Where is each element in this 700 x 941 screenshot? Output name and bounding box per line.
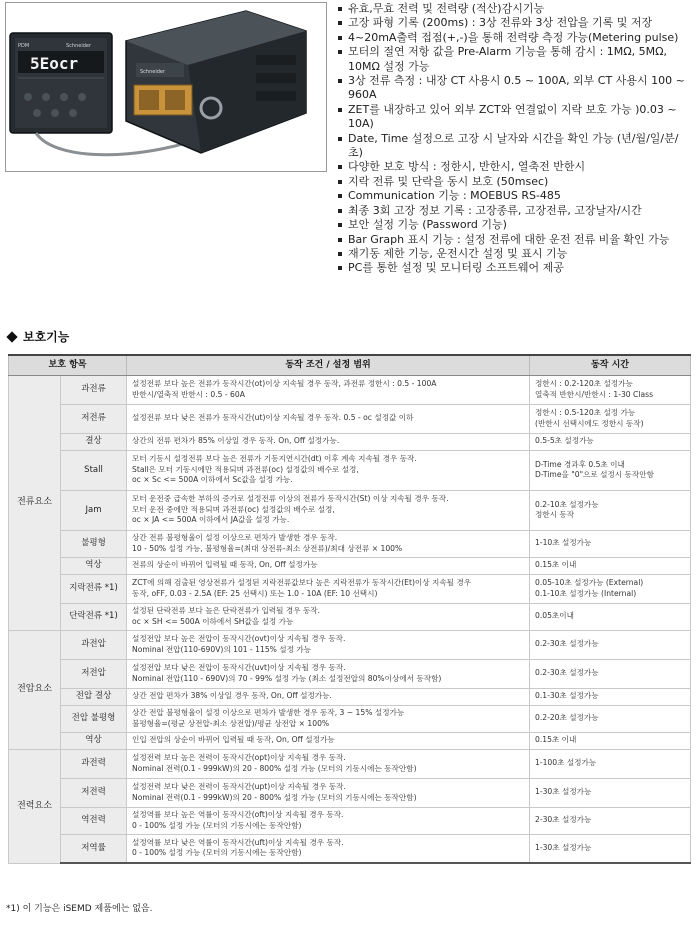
time-line: 정한시 : 0.2-120초 설정가능: [535, 379, 633, 388]
condition-cell: [127, 705, 530, 732]
condition-line: 상간 전압 편차가 38% 이상일 경우 동작, On, Off 설정가능.: [132, 691, 332, 701]
condition-line: 불평형율=(평균 상전압-최소 상전압)/평균 상전압 × 100%: [132, 718, 330, 728]
condition-line: 설정전류 보다 낮은 전류가 동작시간(ut)이상 지속될 경우 동작. 0.5 - oc 설정값 이하: [132, 413, 414, 423]
condition-line: oc × Sc <= 500A 이하에서 Sc값을 설정 가능.: [132, 475, 293, 485]
time-line: (반한시 선택시에도 정한시 동작): [535, 418, 644, 428]
condition-cell: [127, 688, 530, 705]
time-line: D-Time을 "0"으로 설정시 동작안함: [535, 470, 654, 479]
time-cell: [530, 732, 691, 749]
condition-line: 0 - 100% 설정 가능 (모터의 기동시에는 동작안함): [132, 848, 302, 858]
time-line: 0.2-30초 설정가능: [535, 639, 599, 649]
footnote: *1) 이 기능은 iSEMD 제품에는 없음.: [6, 904, 153, 914]
time-cell: [530, 705, 691, 732]
time-cell: [530, 490, 691, 530]
feature-item: 최종 3회 고장 정보 기록 : 고장종류, 고장전류, 고장날자/시간: [338, 204, 688, 218]
condition-line: Nominal 전력(0.1 - 999kW)의 20 - 800% 설정 가능 (모터의 기동시에는 동작안함): [132, 763, 417, 773]
condition-line: 설정전력 보다 높은 전력이 동작시간(opt)이상 지속될 경우 동작.: [132, 753, 346, 762]
feature-item: Communication 기능 : MOEBUS RS-485: [338, 189, 688, 203]
table-row: [9, 433, 691, 450]
module-display-value: 5Eocr: [30, 54, 79, 73]
section-title: [8, 328, 69, 345]
condition-line: 설정된 단락전류 보다 높은 단락전류가 입력될 경우 동작.: [132, 606, 321, 615]
condition-cell: [127, 603, 530, 630]
condition-cell: [127, 450, 530, 490]
condition-cell: [127, 530, 530, 557]
condition-cell: [127, 433, 530, 450]
protection-item: 전압 결상: [61, 688, 127, 705]
condition-cell: [127, 404, 530, 433]
time-line: 0.15초 이내: [535, 560, 577, 570]
module-model-label: PDM: [18, 43, 30, 49]
product-photo: [5, 2, 327, 172]
condition-cell: [127, 557, 530, 574]
time-line: 1-30초 설정가능: [535, 787, 592, 797]
header-protection-item: 보호 항목: [9, 355, 127, 375]
table-row: [9, 705, 691, 732]
condition-line: 설정역률 보다 낮은 역률이 동작시간(uft)이상 지속될 경우 동작.: [132, 837, 344, 847]
condition-line: ZCT에 의해 검출된 영상전류가 설정된 지락전류값보다 높은 지락전류가 동작시간(Et)이상 지속될 경우: [132, 578, 472, 587]
time-line: 0.5-5초 설정가능: [535, 436, 594, 446]
protection-item: 단락전류 *1): [61, 603, 127, 630]
feature-item: 4~20mA출력 접점(+,-)을 통해 전력량 측정 가능(Metering pulse): [338, 31, 688, 45]
table-row: [9, 732, 691, 749]
table-row: [9, 659, 691, 688]
feature-item: 지락 전류 및 단락을 동시 보호 (50msec): [338, 175, 688, 189]
feature-item: ZET를 내장하고 있어 외부 ZCT와 연결없이 지락 보호 가능 )0.03 ~ 10A): [338, 103, 688, 132]
header-operating-time: 동작 시간: [530, 355, 691, 375]
feature-item: 다양한 보호 방식 : 정한시, 반한시, 열축전 반한시: [338, 160, 688, 174]
condition-line: 모터 운전 중에만 적용되며 과전류(oc) 설정값의 배수로 설정,: [132, 504, 335, 514]
time-line: 0.2-30초 설정가능: [535, 668, 599, 678]
feature-item: 모터의 절연 저항 값을 Pre-Alarm 기능을 통해 감시 : 1MΩ, 5MΩ, 10MΩ 설정 가능: [338, 45, 688, 74]
table-row: [9, 749, 691, 778]
condition-line: 인입 전압의 상순이 바뀌어 입력될 때 동작, On, Off 설정가능: [132, 735, 335, 745]
condition-line: 상간 전류 불평형율이 설정 이상으로 편차가 발생한 경우 동작.: [132, 533, 338, 542]
time-line: 0.2-10초 설정가능: [535, 499, 599, 509]
condition-cell: [127, 574, 530, 603]
condition-cell: [127, 490, 530, 530]
condition-line: 설정전력 보다 낮은 전력이 동작시간(upt)이상 지속될 경우 동작.: [132, 782, 346, 791]
condition-cell: [127, 375, 530, 404]
protection-item: Jam: [61, 490, 127, 530]
feature-item: 유효,무효 전력 및 전력량 (적산)감시기능: [338, 2, 688, 16]
condition-cell: [127, 630, 530, 659]
time-line: 1-10초 설정가능: [535, 538, 592, 548]
condition-line: 설정전류 보다 높은 전류가 동작시간(ot)이상 지속될 경우 동작, 과전류 정한시 : 0.5 - 100A: [132, 379, 437, 388]
protection-item: 저전압: [61, 659, 127, 688]
table-row: [9, 834, 691, 863]
table-row: [9, 375, 691, 404]
protection-item: 과전력: [61, 749, 127, 778]
protection-item: 과전압: [61, 630, 127, 659]
time-cell: [530, 375, 691, 404]
feature-item: PC를 통한 설정 및 모니터링 소프트웨어 제공: [338, 261, 688, 275]
feature-item: 3상 전류 측정 : 내장 CT 사용시 0.5 ~ 100A, 외부 CT 사용시 100 ~ 960A: [338, 74, 688, 103]
time-line: 정한시 동작: [535, 510, 575, 519]
time-cell: [530, 530, 691, 557]
condition-line: 상간의 전류 편차가 85% 이상일 경우 동작. On, Off 설정가능.: [132, 436, 340, 446]
table-row: [9, 530, 691, 557]
diamond-bullet-icon: [6, 331, 17, 342]
condition-cell: [127, 732, 530, 749]
condition-line: 10 - 50% 설정 가능, 불평형율=(최대 상전류-최소 상전류)/최대 상전류 × 100%: [132, 543, 403, 553]
group-label: 전압요소: [9, 630, 61, 749]
time-line: 1-30초 설정가능: [535, 843, 592, 852]
condition-cell: [127, 778, 530, 807]
protection-item: 역상: [61, 732, 127, 749]
header-condition: 동작 조건 / 설정 범위: [127, 355, 530, 375]
condition-line: 0 - 100% 설정 가능 (모터의 기동시에는 동작안함): [132, 820, 302, 830]
time-line: 열축적 반한시/반한시 : 1-30 Class: [535, 389, 654, 399]
feature-item: 보안 설정 기능 (Password 기능): [338, 218, 688, 232]
time-line: 2-30초 설정가능: [535, 815, 592, 825]
protection-item: 지락전류 *1): [61, 574, 127, 603]
feature-list: [338, 2, 688, 276]
table-body: [9, 375, 691, 863]
condition-line: 설정전압 보다 낮은 전압이 동작시간(uvt)이상 지속될 경우 동작.: [132, 663, 346, 672]
condition-line: Nominal 전압(110 - 690V)의 70 - 99% 설정 가능 (최소 설정전압의 80%이상에서 동작함): [132, 673, 442, 683]
time-cell: [530, 659, 691, 688]
condition-line: oc × SH <= 500A 이하에서 SH값을 설정 가능: [132, 616, 294, 626]
protection-item: 저전력: [61, 778, 127, 807]
table-row: [9, 630, 691, 659]
protection-table: [8, 354, 691, 864]
time-cell: [530, 778, 691, 807]
time-line: 0.1-30초 설정가능: [535, 691, 599, 701]
feature-item: Bar Graph 표시 기능 : 설정 전류에 대한 운전 전류 비율 확인 가능: [338, 233, 688, 247]
group-label: 전류요소: [9, 375, 61, 630]
protection-item: 과전류: [61, 375, 127, 404]
table-row: [9, 778, 691, 807]
table-row: [9, 603, 691, 630]
condition-line: 모터 운전중 급속한 부하의 증가로 설정전류 이상의 전류가 동작시간(St) 이상 지속될 경우 동작.: [132, 494, 449, 504]
protection-item: Stall: [61, 450, 127, 490]
condition-cell: [127, 807, 530, 834]
time-cell: [530, 603, 691, 630]
condition-cell: [127, 659, 530, 688]
time-cell: [530, 749, 691, 778]
table-row: [9, 404, 691, 433]
feature-item: 고장 파형 기록 (200ms) : 3상 전류와 3상 전압을 기록 및 저장: [338, 16, 688, 30]
svg-text:Schneider: Schneider: [140, 69, 166, 75]
protection-item: 전압 불평형: [61, 705, 127, 732]
table-row: [9, 574, 691, 603]
protection-item: 역전력: [61, 807, 127, 834]
table-row: [9, 490, 691, 530]
condition-line: 설정역률 보다 높은 역률이 동작시간(oft)이상 지속될 경우 동작.: [132, 810, 344, 819]
time-cell: [530, 433, 691, 450]
condition-line: 모터 기동시 설정전류 보다 높은 전류가 기동지연시간(dt) 이후 계속 지속될 경우 동작.: [132, 454, 417, 464]
table-header-row: [9, 355, 691, 375]
time-cell: [530, 630, 691, 659]
condition-line: 전류의 상순이 바뀌어 입력될 때 동작, On, Off 설정가능: [132, 560, 318, 570]
protection-item: 저전류: [61, 404, 127, 433]
time-line: 0.2-20초 설정가능: [535, 713, 599, 723]
condition-cell: [127, 749, 530, 778]
time-line: 0.15초 이내: [535, 735, 577, 745]
feature-item: 재기동 제한 기능, 운전시간 설정 및 표시 기능: [338, 247, 688, 261]
time-line: 0.05-10초 설정가능 (External): [535, 578, 644, 587]
table-row: [9, 688, 691, 705]
feature-item: Date, Time 설정으로 고장 시 날자와 시간을 확인 가능 (년/월/일/분/초): [338, 132, 688, 161]
condition-line: Nominal 전력(0.1 - 999kW)의 20 - 800% 설정 가능 (모터의 기동시에는 동작안함): [132, 792, 417, 802]
time-cell: [530, 688, 691, 705]
condition-line: Nominal 전압(110-690V)의 101 - 115% 설정 가능: [132, 644, 312, 654]
time-line: 0.05초이내: [535, 611, 574, 621]
group-label: 전력요소: [9, 749, 61, 863]
table-row: [9, 807, 691, 834]
condition-cell: [127, 834, 530, 863]
protection-item: 역상: [61, 557, 127, 574]
time-cell: [530, 574, 691, 603]
time-cell: [530, 450, 691, 490]
condition-line: 동작, oFF, 0.03 - 2.5A (EF: 25 선택시) 또는 1.0 - 10A (EF: 10 선택시): [132, 588, 378, 598]
table-row: [9, 450, 691, 490]
time-line: D-Time 경과후 0.5초 이내: [535, 459, 625, 469]
time-cell: [530, 807, 691, 834]
condition-line: oc × JA <= 500A 이하에서 JA값을 설정 가능.: [132, 515, 290, 525]
condition-line: 상간 전압 불평형율이 설정 이상으로 편차가 발생한 경우 동작, 3 ~ 15% 설정가능: [132, 708, 405, 717]
condition-line: 반한시/열축적 반한시 : 0.5 - 60A: [132, 389, 245, 399]
section-title-text: 보호기능: [23, 330, 70, 344]
protection-item: 저역률: [61, 834, 127, 863]
time-cell: [530, 557, 691, 574]
protection-item: 불평형: [61, 530, 127, 557]
condition-line: 설정전압 보다 높은 전압이 동작시간(ovt)이상 지속될 경우 동작.: [132, 634, 346, 643]
condition-line: Stall은 모터 기동시에만 적용되며 과전류(oc) 설정값의 배수로 설정,: [132, 464, 359, 474]
time-cell: [530, 404, 691, 433]
time-line: 0.1-10초 설정가능 (Internal): [535, 588, 637, 598]
protection-item: 결상: [61, 433, 127, 450]
time-line: 1-100초 설정가능: [535, 758, 597, 768]
module-brand-label: Schneider: [66, 43, 92, 49]
table-row: [9, 557, 691, 574]
time-line: 정한시 : 0.5-120초 설정 가능: [535, 408, 636, 417]
time-cell: [530, 834, 691, 863]
